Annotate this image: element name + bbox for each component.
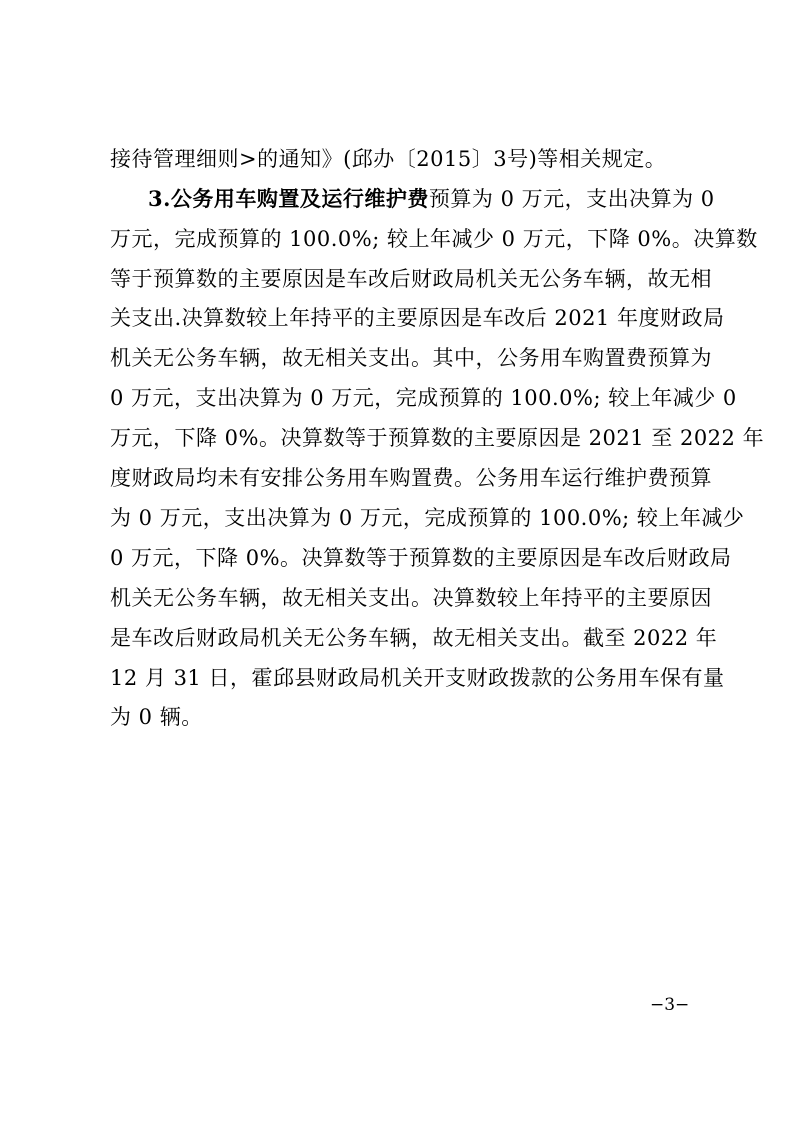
paragraph-line-5: 关支出.决算数较上年持平的主要原因是车改后 2021 年度财政局 [110,306,725,330]
paragraph-line-7: 0 万元，支出决算为 0 万元，完成预算的 100.0%; 较上年减少 0 [110,386,737,410]
paragraph-line-13: 是车改后财政局机关无公务车辆，故无相关支出。截至 2022 年 [110,626,718,650]
paragraph-line-9: 度财政局均未有安排公务用车购置费。公务用车运行维护费预算 [110,466,712,490]
paragraph-line-6: 机关无公务车辆，故无相关支出。其中，公务用车购置费预算为 [110,346,712,370]
section-first-line-rest: 预算为 0 万元，支出决算为 0 [428,187,715,211]
paragraph-line-1: 接待管理细则>的通知》(邱办〔2015〕3号)等相关规定。 [110,147,667,171]
paragraph-line-10: 为 0 万元，支出决算为 0 万元，完成预算的 100.0%; 较上年减少 [110,506,745,530]
paragraph-line-8: 万元，下降 0%。决算数等于预算数的主要原因是 2021 至 2022 年 [110,426,765,450]
paragraph-line-11: 0 万元，下降 0%。决算数等于预算数的主要原因是车改后财政局 [110,546,732,570]
section-first-line [148,183,715,215]
paragraph-line-4: 等于预算数的主要原因是车改后财政局机关无公务车辆，故无相 [110,267,712,291]
paragraph-line-12: 机关无公务车辆，故无相关支出。决算数较上年持平的主要原因 [110,586,712,610]
paragraph-line-14: 12 月 31 日，霍邱县财政局机关开支财政拨款的公务用车保有量 [110,666,725,690]
paragraph-line-15: 为 0 辆。 [110,705,203,729]
page-number: −3− [650,995,690,1015]
section-heading: 3.公务用车购置及运行维护费 [148,186,429,211]
paragraph-line-3: 万元，完成预算的 100.0%; 较上年减少 0 万元，下降 0%。决算数 [110,227,758,251]
